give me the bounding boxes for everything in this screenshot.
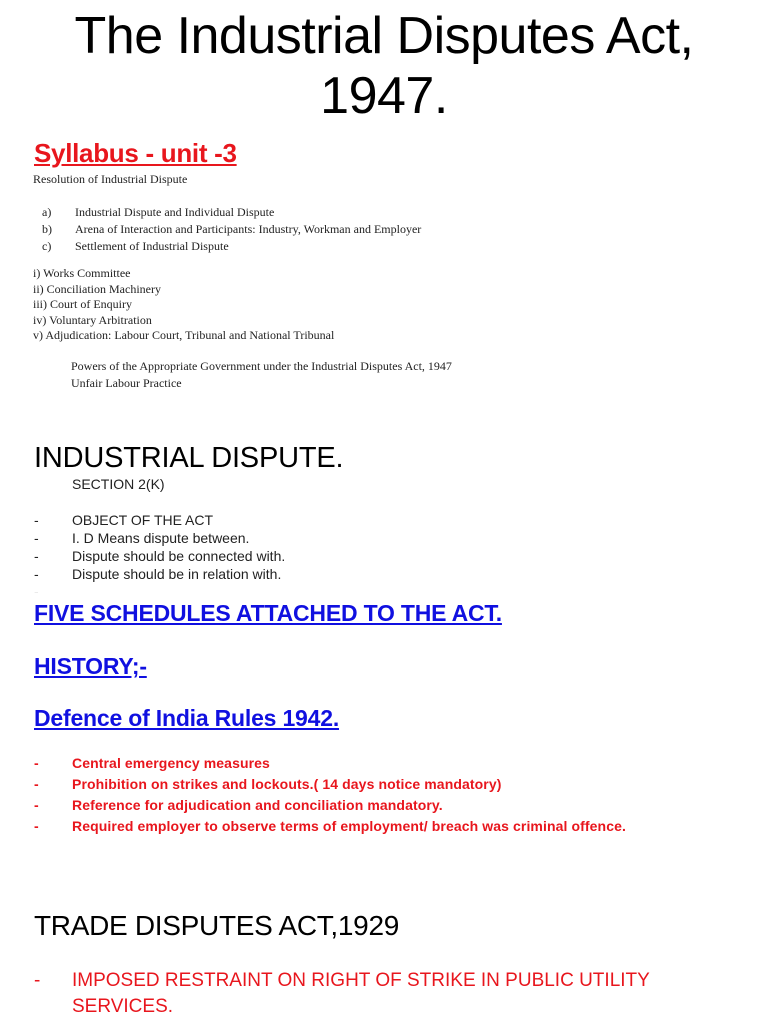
section-label: SECTION 2(K) (72, 476, 165, 492)
unfair-text: Unfair Labour Practice (71, 376, 182, 390)
list-item (42, 238, 421, 255)
industrial-dispute-list (34, 511, 285, 593)
list-item (34, 753, 626, 774)
page-title (0, 6, 768, 126)
list-item: i) Works Committee (33, 266, 131, 280)
list-marker: - (34, 797, 39, 813)
list-text: Industrial Dispute and Individual Dispute (75, 205, 275, 219)
title-line-1: The Industrial Disputes Act, (74, 7, 694, 65)
list-text: IMPOSED RESTRAINT ON RIGHT OF STRIKE IN PUBLIC UTILITY SERVICES. (72, 970, 650, 1017)
powers-text: Powers of the Appropriate Government under the Industrial Disputes Act, 1947 (71, 359, 452, 373)
list-marker: - (34, 512, 39, 528)
list-marker: - (34, 566, 39, 582)
syllabus-alpha-list (42, 204, 421, 255)
list-item: ii) Conciliation Machinery (33, 281, 161, 296)
list-item (34, 565, 285, 583)
list-marker: b) (42, 222, 52, 236)
list-item (42, 221, 421, 238)
list-marker: - (34, 755, 39, 771)
list-item (34, 529, 285, 547)
title-line-2: 1947. (320, 67, 448, 125)
list-item: iv) Voluntary Arbitration (33, 312, 152, 327)
list-marker: c) (42, 239, 52, 253)
list-marker: a) (42, 205, 52, 219)
list-item (42, 204, 421, 221)
trade-disputes-item (34, 968, 692, 1020)
trade-disputes-heading: TRADE DISPUTES ACT,1929 (34, 910, 400, 941)
list-item: iii) Court of Enquiry (33, 297, 132, 312)
list-marker: - (34, 970, 41, 991)
list-marker: - (34, 584, 39, 593)
syllabus-heading: Syllabus - unit -3 (34, 138, 237, 168)
list-item (34, 547, 285, 565)
syllabus-extra (71, 358, 452, 392)
list-text: OBJECT OF THE ACT (72, 512, 214, 528)
list-text: I. D Means dispute between. (72, 530, 250, 546)
list-text: Reference for adjudication and conciliation mandatory. (72, 797, 443, 813)
list-item (34, 511, 285, 529)
list-marker: - (34, 818, 39, 834)
list-text: Arena of Interaction and Participants: Industry, Workman and Employer (75, 222, 422, 236)
list-marker: - (34, 548, 39, 564)
syllabus-intro: Resolution of Industrial Dispute (33, 172, 188, 186)
list-item: v) Adjudication: Labour Court, Tribunal and National Tribunal (33, 328, 335, 343)
schedules-link[interactable]: FIVE SCHEDULES ATTACHED TO THE ACT. (34, 600, 502, 626)
list-text: Settlement of Industrial Dispute (75, 239, 229, 253)
list-text: Dispute should be in relation with. (72, 566, 282, 582)
list-marker: - (34, 776, 39, 792)
history-link[interactable]: HISTORY;- (34, 653, 147, 679)
list-item (34, 795, 626, 816)
list-item (34, 583, 285, 593)
list-item (34, 774, 626, 795)
syllabus-roman-list (33, 266, 334, 344)
list-item (34, 816, 626, 837)
defence-rules-link[interactable]: Defence of India Rules 1942. (34, 705, 340, 731)
list-text: Required employer to observe terms of employment/ breach was criminal offence. (72, 818, 626, 834)
industrial-dispute-heading: INDUSTRIAL DISPUTE. (34, 442, 344, 474)
list-text: Prohibition on strikes and lockouts.( 14 days notice mandatory) (72, 776, 502, 792)
list-text: Central emergency measures (72, 755, 270, 771)
defence-rules-list (34, 753, 626, 837)
list-marker: - (34, 530, 39, 546)
list-text: Dispute should be connected with. (72, 548, 286, 564)
